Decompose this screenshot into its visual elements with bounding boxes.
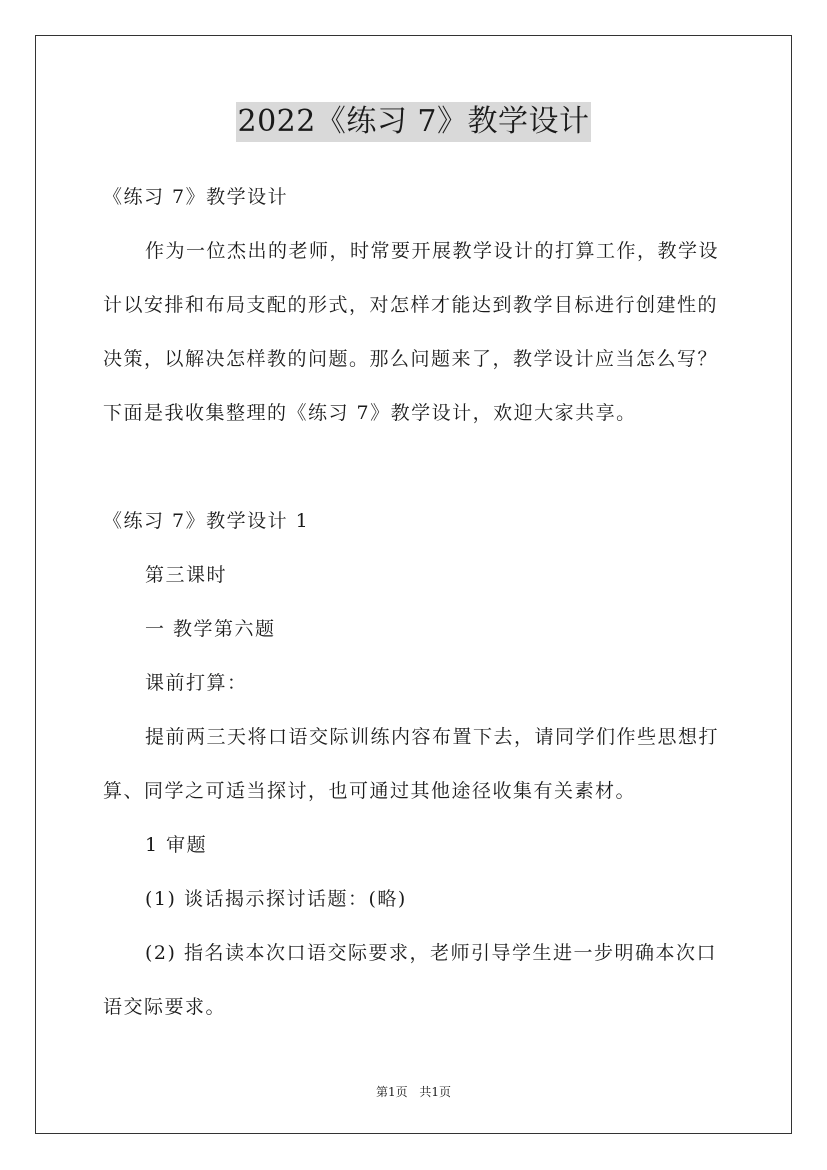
intro-paragraph <box>103 224 729 440</box>
intro-heading: 《练习 7》教学设计 <box>103 186 289 208</box>
preparation-paragraph <box>103 710 729 818</box>
section-heading: 《练习 7》教学设计 1 <box>103 510 310 532</box>
paragraph-line: 决策，以解决怎样教的问题。那么问题来了，教学设计应当怎么写？ <box>103 348 719 370</box>
blank-line <box>103 440 729 494</box>
paragraph-line: 语交际要求。 <box>103 996 227 1018</box>
page-number-total: 共1页 <box>419 1085 452 1099</box>
document-title <box>0 102 827 142</box>
paragraph-line: 算、同学之可适当探讨，也可通过其他途径收集有关素材。 <box>103 780 637 802</box>
paragraph-line: (2) 指名读本次口语交际要求，老师引导学生进一步明确本次口 <box>145 942 717 964</box>
page-number-current: 第1页 <box>375 1085 408 1099</box>
step-one-heading: 1 审题 <box>145 834 208 856</box>
paragraph-line: 提前两三天将口语交际训练内容布置下去，请同学们作些思想打 <box>145 726 720 748</box>
document-body <box>103 170 729 1034</box>
paragraph-line: 下面是我收集整理的《练习 7》教学设计，欢迎大家共享。 <box>103 402 637 424</box>
lesson-time: 第三课时 <box>145 564 228 586</box>
section-one-heading: 一 教学第六题 <box>145 618 276 640</box>
document-title-text: 2022《练习 7》教学设计 <box>236 102 592 142</box>
page-footer <box>0 1083 827 1101</box>
list-item <box>103 926 729 1034</box>
paragraph-line: 计以安排和布局支配的形式，对怎样才能达到教学目标进行创建性的 <box>103 294 719 316</box>
list-item: (1) 谈话揭示探讨话题：(略) <box>145 888 407 910</box>
paragraph-line: 作为一位杰出的老师，时常要开展教学设计的打算工作，教学设 <box>145 240 720 262</box>
preparation-label: 课前打算： <box>145 672 248 694</box>
